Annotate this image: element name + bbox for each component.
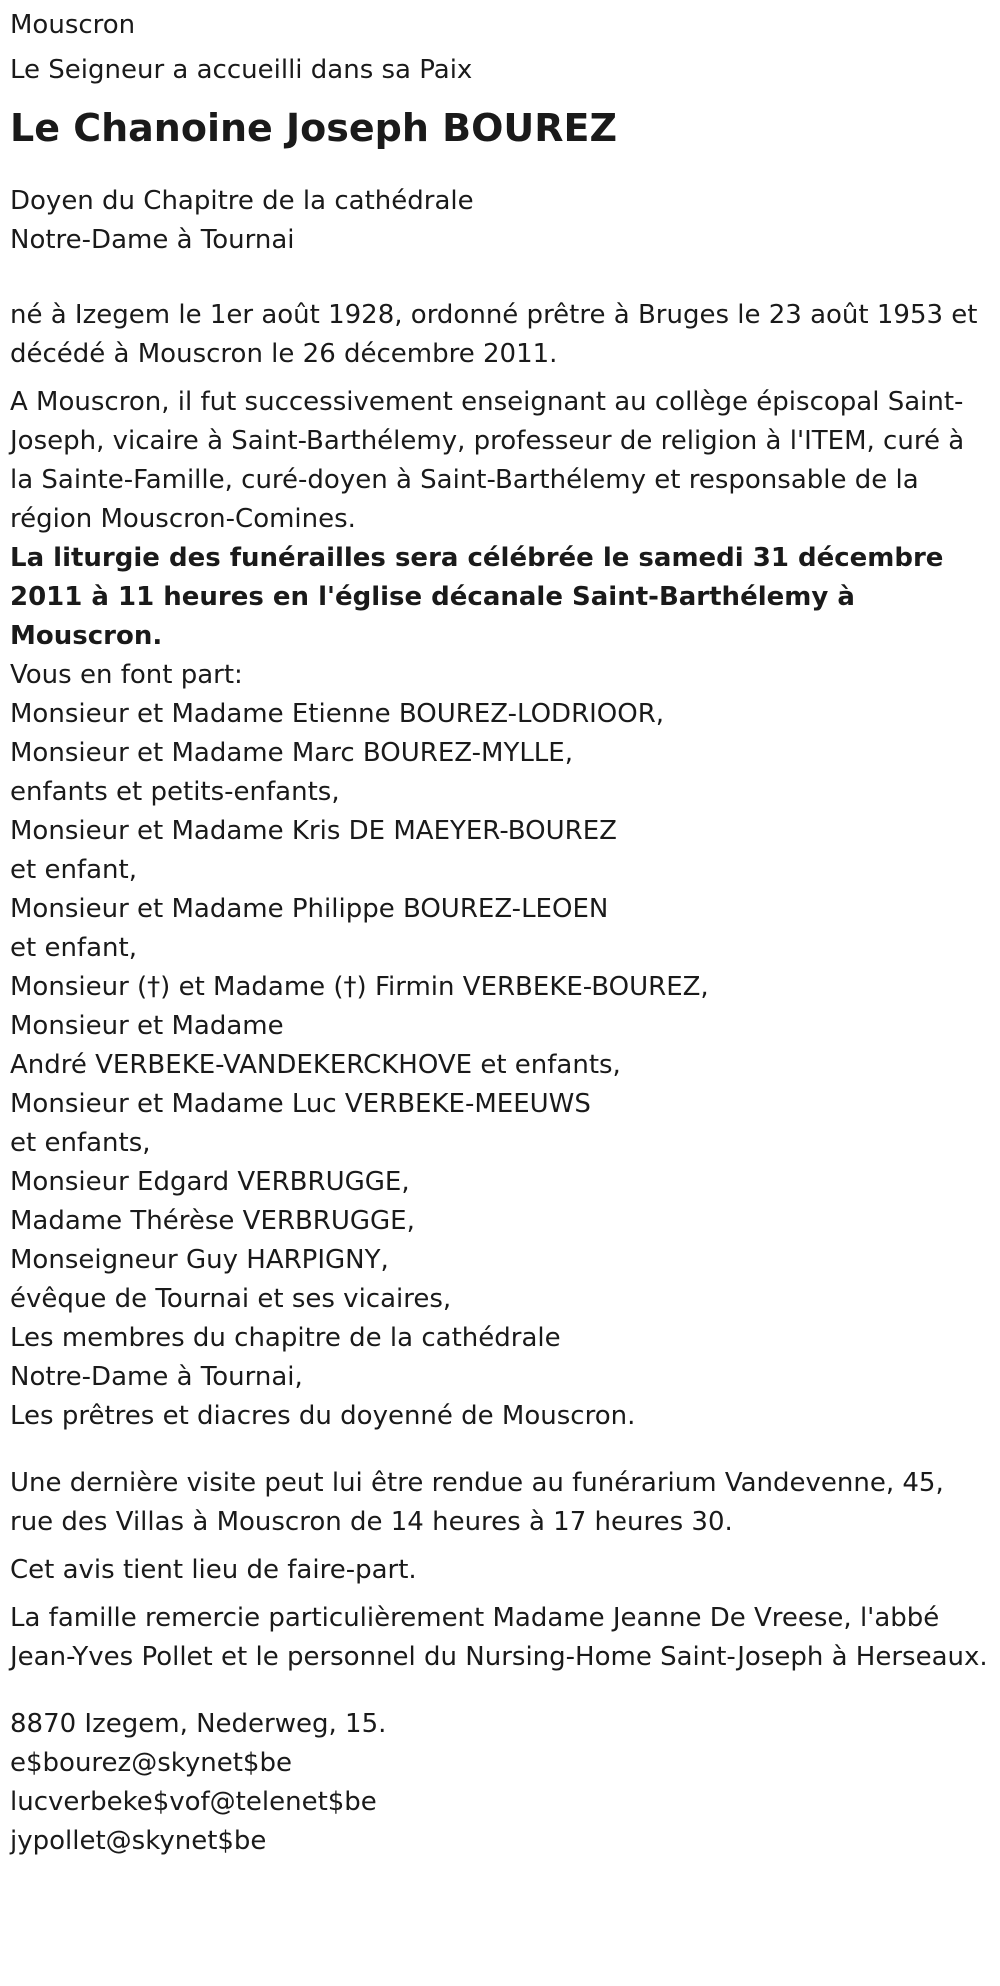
family-heading: Vous en font part: [10, 660, 243, 690]
notice-paragraph: Cet avis tient lieu de faire-part. [10, 1555, 417, 1585]
family-list [10, 656, 990, 1436]
family-line: Monseigneur Guy HARPIGNY, [10, 1245, 389, 1275]
family-line: Monsieur et Madame Philippe BOUREZ-LEOEN [10, 894, 609, 924]
contact-block [10, 1705, 990, 1861]
family-line: Notre-Dame à Tournai, [10, 1362, 303, 1392]
family-line: Monsieur et Madame Etienne BOUREZ-LODRIOOR, [10, 699, 665, 729]
deceased-name: Le Chanoine Joseph BOUREZ [10, 106, 618, 150]
intro-text: Le Seigneur a accueilli dans sa Paix [10, 55, 473, 85]
family-line: enfants et petits-enfants, [10, 777, 340, 807]
contact-email: e$bourez@skynet$be [10, 1748, 292, 1778]
career-paragraph: A Mouscron, il fut successivement enseignant au collège épiscopal Saint-Joseph, vicaire à Saint-Barthélemy, professeur de religion à l'ITEM, curé à la Sainte-Famille, curé-doyen à Saint-Barthélemy et responsable de la région Mouscron-Comines. [10, 387, 965, 534]
family-line: André VERBEKE-VANDEKERCKHOVE et enfants, [10, 1050, 621, 1080]
family-line: Monsieur et Madame Kris DE MAEYER-BOUREZ [10, 816, 617, 846]
family-line: Madame Thérèse VERBRUGGE, [10, 1206, 415, 1236]
family-line: et enfants, [10, 1128, 151, 1158]
family-line: Monsieur Edgard VERBRUGGE, [10, 1167, 410, 1197]
contact-email: jypollet@skynet$be [10, 1826, 267, 1856]
contact-email: lucverbeke$vof@telenet$be [10, 1787, 377, 1817]
title-line: Doyen du Chapitre de la cathédrale [10, 186, 474, 216]
family-line: et enfant, [10, 933, 137, 963]
thanks-paragraph: La famille remercie particulièrement Madame Jeanne De Vreese, l'abbé Jean-Yves Pollet et le personnel du Nursing-Home Saint-Joseph à Herseaux. [10, 1603, 988, 1672]
title-block [10, 182, 990, 260]
family-line: Monsieur (†) et Madame (†) Firmin VERBEKE-BOUREZ, [10, 972, 709, 1002]
family-line: et enfant, [10, 855, 137, 885]
title-line: Notre-Dame à Tournai [10, 225, 295, 255]
place-heading: Mouscron [10, 10, 136, 40]
contact-address: 8870 Izegem, Nederweg, 15. [10, 1709, 387, 1739]
family-line: Monsieur et Madame Marc BOUREZ-MYLLE, [10, 738, 573, 768]
family-line: Les membres du chapitre de la cathédrale [10, 1323, 561, 1353]
family-line: Les prêtres et diacres du doyenné de Mouscron. [10, 1401, 636, 1431]
funeral-paragraph: La liturgie des funérailles sera célébrée le samedi 31 décembre 2011 à 11 heures en l'église décanale Saint-Barthélemy à Mouscron. [10, 543, 944, 651]
visit-paragraph: Une dernière visite peut lui être rendue au funérarium Vandevenne, 45, rue des Villas à Mouscron de 14 heures à 17 heures 30. [10, 1468, 944, 1537]
family-line: Monsieur et Madame [10, 1011, 284, 1041]
birth-paragraph: né à Izegem le 1er août 1928, ordonné prêtre à Bruges le 23 août 1953 et décédé à Mouscron le 26 décembre 2011. [10, 300, 978, 369]
family-line: Monsieur et Madame Luc VERBEKE-MEEUWS [10, 1089, 591, 1119]
family-line: évêque de Tournai et ses vicaires, [10, 1284, 452, 1314]
